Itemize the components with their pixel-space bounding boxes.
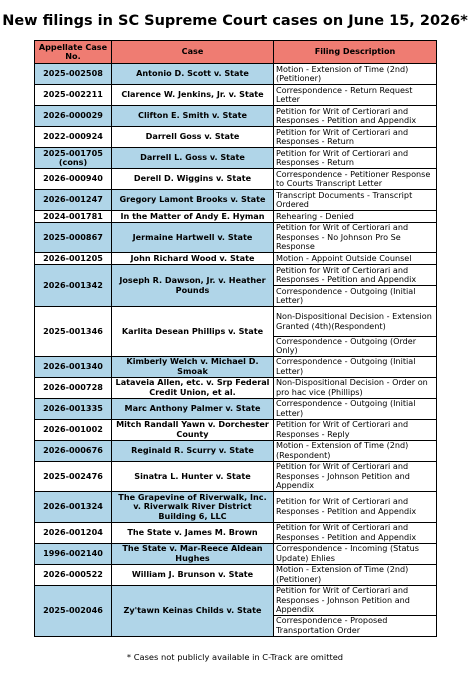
case-name-cell: Karlita Desean Phillips v. State	[112, 307, 274, 357]
table-row	[35, 211, 437, 223]
filing-description-cell: Non-Dispositional Decision - Order on pro hac vice (Phillips)	[274, 377, 437, 398]
case-name-cell: John Richard Wood v. State	[112, 253, 274, 265]
filing-description-cell: Correspondence - Incoming (Status Update) Ehlies	[274, 543, 437, 564]
table-row	[35, 491, 437, 522]
filing-description-cell: Petition for Writ of Certiorari and Responses - Petition and Appendix	[274, 522, 437, 543]
case-name-cell: Darrell Goss v. State	[112, 127, 274, 148]
filing-description-cell: Petition for Writ of Certiorari and Responses - Return	[274, 148, 437, 169]
case-name-cell: Derell D. Wiggins v. State	[112, 169, 274, 190]
case-number-cell: 2022-000924	[35, 127, 112, 148]
table-row	[35, 85, 437, 106]
table-row	[35, 522, 437, 543]
case-name-cell: Mitch Randall Yawn v. Dorchester County	[112, 419, 274, 440]
case-name-cell: Sinatra L. Hunter v. State	[112, 461, 274, 491]
table-row	[35, 148, 437, 169]
filing-description-cell: Correspondence - Return Request Letter	[274, 85, 437, 106]
filing-description-cell: Petition for Writ of Certiorari and Responses - Petition and Appendix	[274, 106, 437, 127]
table-row	[35, 265, 437, 286]
table-row	[35, 169, 437, 190]
table-header-row	[35, 41, 437, 64]
case-name-cell: Lataveia Allen, etc. v. Srp Federal Credit Union, et al.	[112, 377, 274, 398]
case-name-cell: The Grapevine of Riverwalk, Inc. v. Riverwalk River District Building 6, LLC	[112, 491, 274, 522]
filing-description-cell: Petition for Writ of Certiorari and Responses - Return	[274, 127, 437, 148]
case-number-cell: 2026-001335	[35, 398, 112, 419]
header-case: Case	[112, 41, 274, 64]
case-number-cell: 2025-000867	[35, 223, 112, 253]
case-number-cell: 2025-001346	[35, 307, 112, 357]
filing-description-cell: Rehearing - Denied	[274, 211, 437, 223]
filing-description-cell: Petition for Writ of Certiorari and Responses - No Johnson Pro Se Response	[274, 223, 437, 253]
case-name-cell: Gregory Lamont Brooks v. State	[112, 190, 274, 211]
case-name-cell: Reginald R. Scurry v. State	[112, 440, 274, 461]
case-number-cell: 2026-001204	[35, 522, 112, 543]
footnote: * Cases not publicly available in C-Track are omitted	[126, 652, 344, 662]
case-number-cell: 1996-002140	[35, 543, 112, 564]
table-row	[35, 356, 437, 377]
table-row	[35, 543, 437, 564]
filing-description-cell: Motion - Extension of Time (2nd) (Petitioner)	[274, 564, 437, 585]
filings-table	[34, 40, 437, 637]
filing-description-cell: Correspondence - Outgoing (Initial Letter)	[274, 286, 437, 307]
case-name-cell: Clifton E. Smith v. State	[112, 106, 274, 127]
case-number-cell: 2025-002046	[35, 585, 112, 636]
filing-description-cell: Petition for Writ of Certiorari and Responses - Johnson Petition and Appendix	[274, 461, 437, 491]
filing-description-cell: Motion - Extension of Time (2nd) (Petitioner)	[274, 64, 437, 85]
case-number-cell: 2026-000029	[35, 106, 112, 127]
table-row	[35, 440, 437, 461]
filing-description-cell: Correspondence - Outgoing (Initial Letter)	[274, 356, 437, 377]
table-row	[35, 307, 437, 337]
case-number-cell: 2026-001205	[35, 253, 112, 265]
case-number-cell: 2026-001324	[35, 491, 112, 522]
case-number-cell: 2026-001002	[35, 419, 112, 440]
filing-description-cell: Petition for Writ of Certiorari and Responses - Petition and Appendix	[274, 491, 437, 522]
table-row	[35, 253, 437, 265]
case-number-cell: 2026-000676	[35, 440, 112, 461]
filing-description-cell: Motion - Appoint Outside Counsel	[274, 253, 437, 265]
case-name-cell: Clarence W. Jenkins, Jr. v. State	[112, 85, 274, 106]
filing-description-cell: Correspondence - Outgoing (Order Only)	[274, 337, 437, 357]
filing-description-cell: Correspondence - Outgoing (Initial Letter)	[274, 398, 437, 419]
case-number-cell: 2025-002508	[35, 64, 112, 85]
filing-description-cell: Correspondence - Proposed Transportation Order	[274, 615, 437, 636]
case-name-cell: The State v. Mar-Reece Aldean Hughes	[112, 543, 274, 564]
case-number-cell: 2025-002476	[35, 461, 112, 491]
table-row	[35, 419, 437, 440]
table-row	[35, 64, 437, 85]
case-name-cell: Antonio D. Scott v. State	[112, 64, 274, 85]
filing-description-cell: Petition for Writ of Certiorari and Responses - Reply	[274, 419, 437, 440]
table-row	[35, 223, 437, 253]
case-name-cell: Jermaine Hartwell v. State	[112, 223, 274, 253]
case-name-cell: In the Matter of Andy E. Hyman	[112, 211, 274, 223]
filing-description-cell: Motion - Extension of Time (2nd) (Respondent)	[274, 440, 437, 461]
filing-description-cell: Non-Dispositional Decision - Extension Granted (4th)(Respondent)	[274, 307, 437, 337]
table-row	[35, 398, 437, 419]
case-number-cell: 2026-000940	[35, 169, 112, 190]
filing-description-cell: Correspondence - Petitioner Response to Courts Transcript Letter	[274, 169, 437, 190]
table-row	[35, 190, 437, 211]
case-number-cell: 2026-001340	[35, 356, 112, 377]
case-number-cell: 2024-001781	[35, 211, 112, 223]
case-name-cell: William J. Brunson v. State	[112, 564, 274, 585]
case-name-cell: Joseph R. Dawson, Jr. v. Heather Pounds	[112, 265, 274, 307]
case-number-cell: 2025-002211	[35, 85, 112, 106]
table-row	[35, 564, 437, 585]
case-name-cell: The State v. James M. Brown	[112, 522, 274, 543]
table-row	[35, 377, 437, 398]
table-body	[35, 64, 437, 637]
case-number-cell: 2026-000522	[35, 564, 112, 585]
case-name-cell: Marc Anthony Palmer v. State	[112, 398, 274, 419]
header-filing-description: Filing Description	[274, 41, 437, 64]
case-number-cell: 2026-000728	[35, 377, 112, 398]
case-name-cell: Zy'tawn Keinas Childs v. State	[112, 585, 274, 636]
table-row	[35, 106, 437, 127]
table-row	[35, 127, 437, 148]
header-case-no: Appellate Case No.	[35, 41, 112, 64]
table-row	[35, 585, 437, 615]
filing-description-cell: Petition for Writ of Certiorari and Responses - Petition and Appendix	[274, 265, 437, 286]
case-number-cell: 2026-001247	[35, 190, 112, 211]
case-name-cell: Darrell L. Goss v. State	[112, 148, 274, 169]
case-number-cell: 2025-001705 (cons)	[35, 148, 112, 169]
case-name-cell: Kimberly Welch v. Michael D. Smoak	[112, 356, 274, 377]
page-title: New filings in SC Supreme Court cases on June 15, 2026*	[2, 13, 468, 29]
filing-description-cell: Transcript Documents - Transcript Ordered	[274, 190, 437, 211]
table-row	[35, 461, 437, 491]
filing-description-cell: Petition for Writ of Certiorari and Responses - Johnson Petition and Appendix	[274, 585, 437, 615]
case-number-cell: 2026-001342	[35, 265, 112, 307]
